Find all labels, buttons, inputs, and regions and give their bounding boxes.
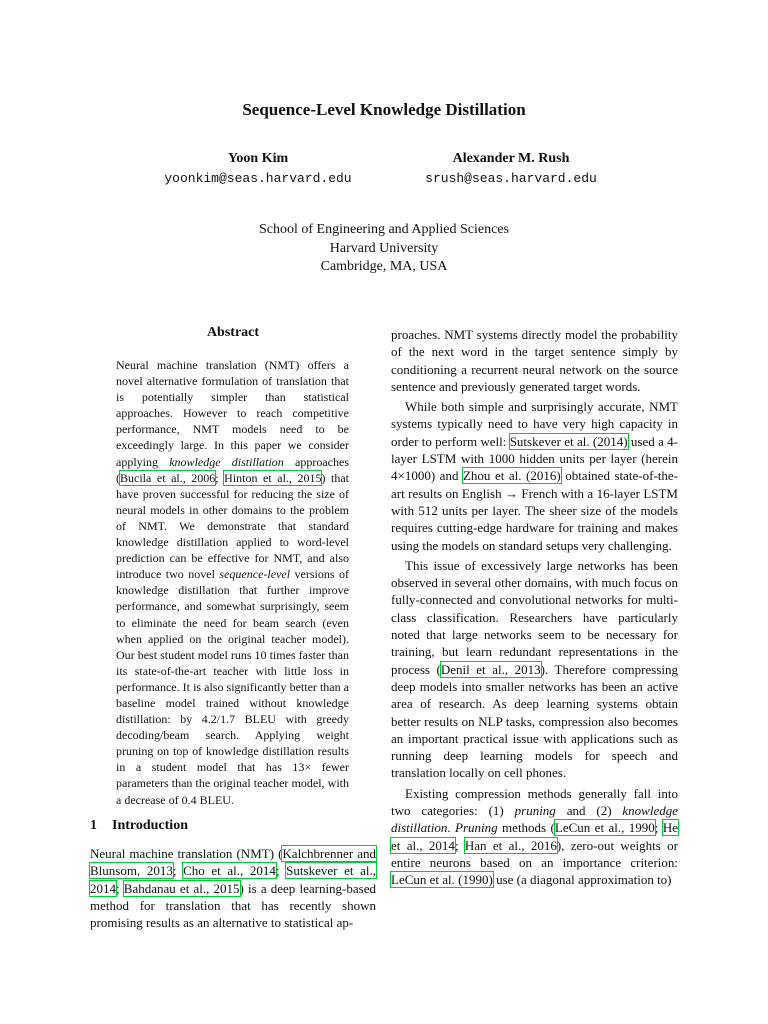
citation-link[interactable]: Hinton et al., 2015 — [224, 470, 322, 485]
author-email: yoonkim@seas.harvard.edu — [164, 171, 352, 186]
body-text: While both simple and surprisingly accurate, NMT systems typically need to have very high capacity in order to perform well: — [391, 399, 678, 449]
abstract-body — [116, 357, 349, 808]
section-heading-introduction — [90, 818, 188, 834]
paragraph — [391, 557, 678, 782]
citation-link[interactable]: Zhou et al. (2016) — [462, 468, 561, 484]
body-text: Existing compression methods generally fall into two categories: (1) — [391, 785, 678, 819]
abstract-heading: Abstract — [206, 325, 260, 340]
citation-link[interactable]: Sutskever et al. (2014) — [509, 433, 628, 449]
body-text: proaches. NMT systems directly model the probability of the next word in the target sentence simply by conditioning a recurrent neural network on the source sentence and previously generated target words. — [391, 327, 678, 394]
citation-link[interactable]: He et al., 2014 — [391, 820, 678, 853]
body-text: and (2) — [555, 803, 623, 819]
introduction-body — [90, 845, 376, 931]
body-text: ; — [275, 863, 287, 879]
body-text: ) is a deep learning-based method for translation that has recently shown promising results as an alternative to statistical ap- — [90, 880, 376, 931]
body-text: ). Therefore compressing deep models into smaller networks has been an active area of research. As deep learning systems obtain better results on NLP tasks, compression also becomes an important practical issue with applications such as running deep learning models for speech and translation locally on cell phones. — [391, 661, 678, 781]
affiliation-line: Harvard University — [329, 240, 439, 256]
right-column — [391, 326, 678, 889]
body-text: ; — [454, 837, 465, 853]
paragraph — [391, 785, 678, 889]
emph-text: pruning — [514, 803, 556, 819]
abstract-text: ) that have proven successful for reducing the size of neural models in other domains to the problem of NMT. We demonstrate that standard knowledge distillation applied to word-level prediction can be effective for NMT, and also introduce two novel — [116, 470, 350, 582]
affiliation-line: Cambridge, MA, USA — [320, 259, 448, 274]
abstract-text: approaches ( — [116, 454, 349, 485]
body-text: ; — [116, 880, 124, 896]
paragraph — [391, 398, 678, 554]
body-text: obtained state-of-the-art results on English → French with a 16-layer LSTM with 512 units per layer. The sheer size of the models requires cutting-edge hardware for training and makes using the models on standard setups very challenging. — [391, 468, 678, 553]
paper-title: Sequence-Level Knowledge Distillation — [242, 100, 526, 119]
affiliation — [0, 221, 768, 277]
section-number: 1 — [90, 818, 97, 833]
author-name: Alexander M. Rush — [452, 151, 570, 166]
abstract-emph: knowledge distillation — [169, 454, 284, 469]
citation-link[interactable]: LeCun et al., 1990 — [554, 820, 655, 836]
citation-link[interactable]: Denil et al., 2013 — [440, 661, 541, 677]
citation-link[interactable]: Sutskever et al., 2014 — [90, 863, 376, 896]
affiliation-line: School of Engineering and Applied Sciences — [259, 222, 509, 237]
abstract-text: ; — [215, 470, 225, 485]
body-text: ), zero-out weights or entire neurons based on an importance criterion: — [391, 837, 678, 870]
author-block-2 — [361, 150, 661, 188]
section-title: Introduction — [112, 818, 188, 833]
author-email: srush@seas.harvard.edu — [425, 171, 597, 186]
body-text: Neural machine translation (NMT) ( — [90, 846, 283, 861]
abstract-text: versions of knowledge distillation that further improve performance, and somewhat surprisingly, seem to eliminate the need for beam search (even when applied on the original teacher model). Our best student model runs 10 times faster than its state-of-the-art teacher with little loss in performance. It is also significantly better than a baseline model trained without knowledge distillation: by 4.2/1.7 BLEU with greedy decoding/beam search. Applying weight pruning on top of knowledge distillation results in a student model that has 13× fewer parameters than the original teacher model, with a decrease of 0.4 BLEU. — [116, 567, 349, 807]
citation-link[interactable]: Bahdanau et al., 2015 — [123, 880, 240, 896]
body-text: ; — [654, 820, 663, 836]
body-text: . — [447, 820, 456, 836]
abstract-text: Neural machine translation (NMT) offers a novel alternative formulation of translation that is potentially simpler than statistical approaches. However to reach competitive performance, NMT models need to be exceedingly large. In this paper we consider applying — [116, 358, 349, 469]
citation-link[interactable]: Han et al., 2016 — [464, 837, 557, 853]
emph-text: knowledge distillation — [391, 803, 678, 836]
citation-link[interactable]: Cho et al., 2014 — [183, 863, 276, 879]
body-text: methods ( — [497, 820, 555, 836]
emph-text: Pruning — [455, 820, 498, 836]
body-text: use (a diagonal approximation to) — [492, 872, 672, 888]
body-text: ; — [172, 863, 184, 879]
paragraph — [391, 326, 678, 395]
author-name: Yoon Kim — [227, 151, 289, 166]
citation-link[interactable]: LeCun et al. (1990) — [391, 872, 493, 888]
abstract-emph: sequence-level — [219, 567, 291, 582]
body-text: used a 4-layer LSTM with 1000 hidden units per layer (herein 4×1000) and — [391, 433, 678, 484]
citation-link[interactable]: Bucila et al., 2006 — [120, 470, 216, 485]
body-text: This issue of excessively large networks has been observed in several other domains, with much focus on fully-connected and convolutional networks for multi-class classification. Researchers have particularly noted that large networks seem to be necessary for training, but learn redundant representations in the process ( — [391, 557, 679, 677]
citation-link[interactable]: Kalchbrenner and Blunsom, 2013 — [90, 846, 376, 879]
